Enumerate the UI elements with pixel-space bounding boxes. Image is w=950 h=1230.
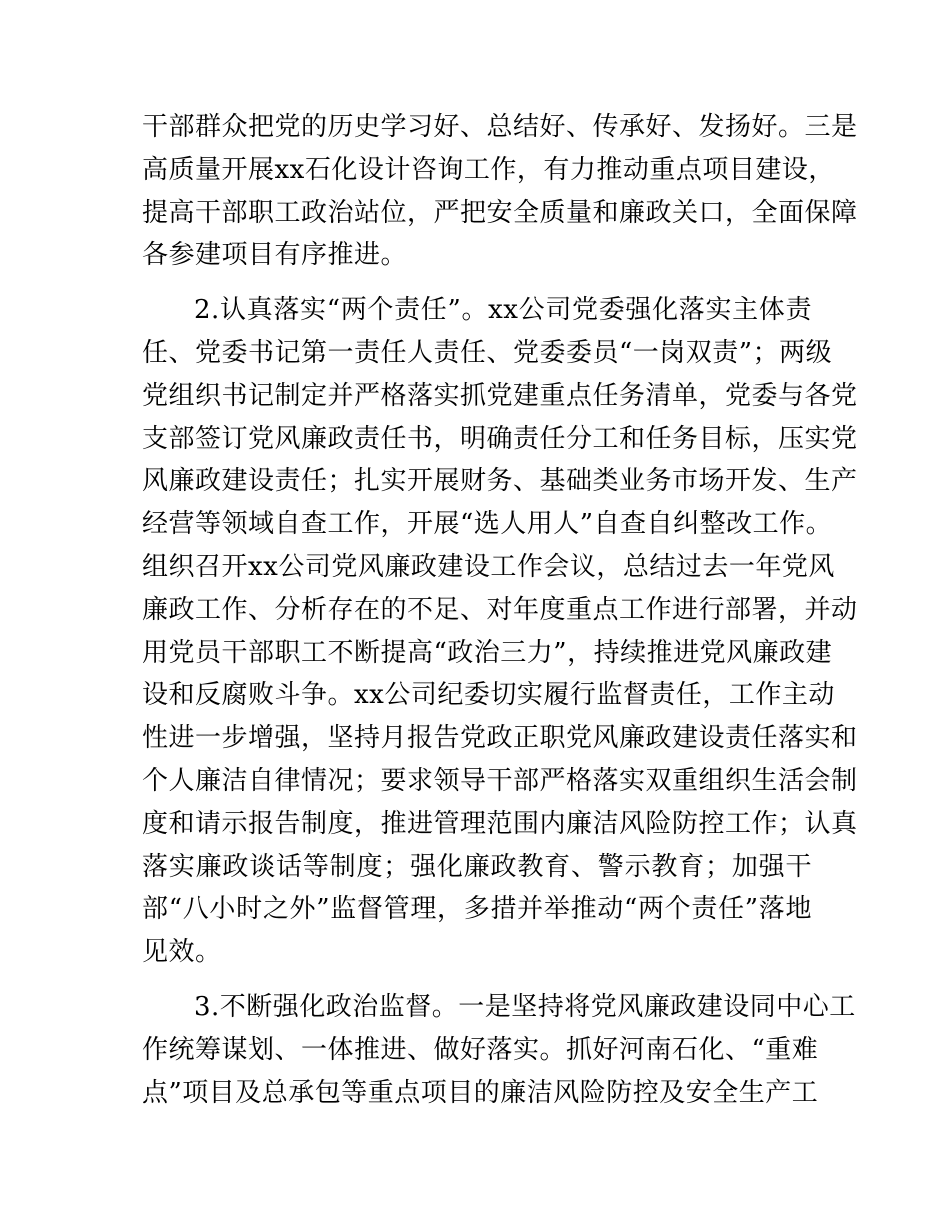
text-line: 干部群众把党的历史学习好、总结好、传承好、发扬好。三是 [142,112,858,142]
text-line: 党组织书记制定并严格落实抓党建重点任务清单，党委与各党 [142,380,858,411]
text-line: 支部签订党风廉政责任书，明确责任分工和任务目标，压实党 [142,423,858,454]
text-line: 高质量开展xx石化设计咨询工作，有力推动重点项目建设， [142,154,835,185]
text-line: 见效。 [142,937,222,968]
text-line: 风廉政建设责任；扎实开展财务、基础类业务市场开发、生产 [142,466,858,497]
text-line: 廉政工作、分析存在的不足、对年度重点工作进行部署，并动 [142,594,858,625]
text-line: 落实廉政谈话等制度；强化廉政教育、警示教育；加强干 [142,851,812,882]
document-body [142,106,858,1114]
text-line: 度和请示报告制度，推进管理范围内廉洁风险防控工作；认真 [142,808,858,839]
text-line: 经营等领域自查工作，开展“选人用人”自查自纠整改工作。 [142,509,833,540]
paragraph-continuation [142,106,858,277]
text-line: 设和反腐败斗争。xx公司纪委切实履行监督责任，工作主动 [142,680,835,711]
text-line: 任、党委书记第一责任人责任、党委委员“一岗双责”；两级 [142,337,833,368]
text-line: 组织召开xx公司党风廉政建设工作会议，总结过去一年党风 [142,551,835,582]
paragraph-political-supervision [142,986,856,1114]
text-line: 作统筹谋划、一体推进、做好落实。抓好河南石化、“重难 [142,1034,819,1065]
text-line: 提高干部职工政治站位，严把安全质量和廉政关口，全面保障 [142,197,858,228]
text-line: 个人廉洁自律情况；要求领导干部严格落实双重组织生活会制 [142,765,858,796]
text-line: 性进一步增强，坚持月报告党政正职党风廉政建设责任落实和 [142,723,858,754]
text-line: 各参建项目有序推进。 [142,240,408,271]
paragraph-two-responsibilities [142,289,858,974]
text-line: 点”项目及总承包等重点项目的廉洁风险防控及安全生产工 [142,1077,819,1108]
text-line: 用党员干部职工不断提高“政治三力”，持续推进党风廉政建 [142,637,833,668]
text-line: 部“八小时之外”监督管理，多措并举推动“两个责任”落地 [142,894,812,925]
text-line: 2.认真落实“两个责任”。xx公司党委强化落实主体责 [194,295,812,326]
text-line: 3.不断强化政治监督。一是坚持将党风廉政建设同中心工 [194,991,856,1022]
